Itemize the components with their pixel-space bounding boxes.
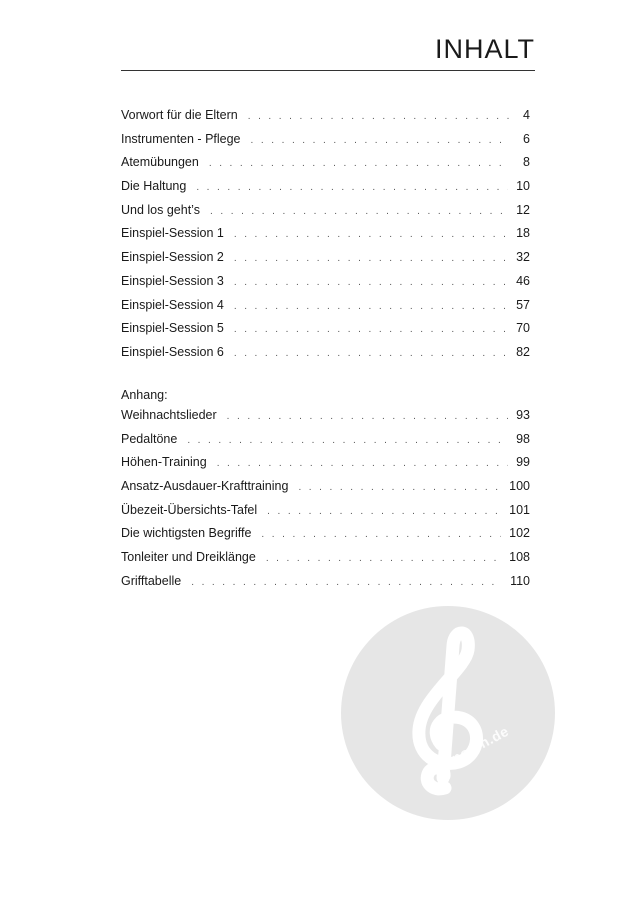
toc-entry-label: Grifftabelle bbox=[121, 573, 182, 588]
toc-entry-page: 100 bbox=[509, 479, 530, 494]
toc-entry[interactable] bbox=[121, 179, 530, 203]
toc-entry-page: 102 bbox=[509, 526, 530, 541]
toc-entry-label: Pedaltöne bbox=[121, 431, 178, 446]
table-of-contents bbox=[121, 108, 530, 369]
toc-entry-page: 93 bbox=[516, 408, 530, 422]
toc-entry-page: 32 bbox=[516, 250, 530, 265]
toc-entry-label: Einspiel-Session 6 bbox=[121, 344, 224, 359]
dot-leader bbox=[196, 182, 508, 193]
toc-entry-label: Atemübungen bbox=[121, 155, 199, 170]
toc-entry-page: 70 bbox=[516, 321, 530, 336]
toc-entry-page: 108 bbox=[509, 550, 530, 565]
toc-entry-label: Vorwort für die Eltern bbox=[121, 108, 238, 122]
dot-leader bbox=[234, 229, 508, 240]
toc-entry[interactable] bbox=[121, 526, 530, 550]
toc-entry[interactable] bbox=[121, 550, 530, 574]
toc-entry-page: 4 bbox=[523, 108, 530, 122]
toc-entry-label: Die wichtigsten Begriffe bbox=[121, 526, 252, 541]
toc-entry-page: 110 bbox=[510, 573, 530, 588]
toc-entry-page: 82 bbox=[516, 344, 530, 359]
toc-entry-page: 46 bbox=[516, 273, 530, 288]
toc-entry-page: 18 bbox=[516, 226, 530, 241]
dot-leader bbox=[267, 506, 501, 517]
dot-leader bbox=[210, 206, 508, 217]
toc-entry-label: Einspiel-Session 3 bbox=[121, 273, 224, 288]
toc-entry-label: Einspiel-Session 4 bbox=[121, 297, 224, 312]
dot-leader bbox=[209, 158, 510, 169]
toc-entry[interactable] bbox=[121, 274, 530, 298]
dot-leader bbox=[227, 411, 508, 422]
title-divider bbox=[121, 70, 535, 71]
dot-leader bbox=[251, 135, 510, 146]
toc-entry[interactable] bbox=[121, 250, 530, 274]
toc-entry[interactable] bbox=[121, 108, 530, 132]
toc-entry-label: Einspiel-Session 2 bbox=[121, 250, 224, 265]
toc-entry-page: 6 bbox=[523, 131, 530, 146]
dot-leader bbox=[234, 253, 508, 264]
dot-leader bbox=[234, 301, 508, 312]
dot-leader bbox=[298, 482, 501, 493]
toc-entry-label: Tonleiter und Dreiklänge bbox=[121, 550, 256, 565]
toc-entry-page: 99 bbox=[516, 455, 530, 470]
dot-leader bbox=[234, 277, 508, 288]
toc-entry-label: Und los geht’s bbox=[121, 202, 200, 217]
dot-leader bbox=[266, 553, 501, 564]
toc-entry[interactable] bbox=[121, 155, 530, 179]
page-title: INHALT bbox=[434, 34, 535, 64]
toc-entry[interactable] bbox=[121, 345, 530, 369]
toc-entry[interactable] bbox=[121, 574, 530, 598]
toc-entry-page: 101 bbox=[509, 502, 530, 517]
toc-entry-label: Instrumenten - Pflege bbox=[121, 131, 241, 146]
toc-entry-page: 12 bbox=[516, 202, 530, 217]
watermark-logo bbox=[341, 606, 555, 820]
appendix-heading: Anhang: bbox=[121, 388, 168, 402]
toc-entry-page: 57 bbox=[516, 297, 530, 312]
toc-entry[interactable] bbox=[121, 432, 530, 456]
dot-leader bbox=[217, 458, 508, 469]
toc-entry-label: Übezeit-Übersichts-Tafel bbox=[121, 502, 258, 517]
dot-leader bbox=[248, 111, 510, 122]
toc-entry[interactable] bbox=[121, 203, 530, 227]
toc-entry-page: 8 bbox=[523, 155, 530, 170]
dot-leader bbox=[234, 348, 508, 359]
appendix-contents bbox=[121, 383, 530, 598]
dot-leader bbox=[261, 529, 501, 540]
toc-entry[interactable] bbox=[121, 226, 530, 250]
toc-entry[interactable] bbox=[121, 321, 530, 345]
toc-entry-label: Einspiel-Session 5 bbox=[121, 321, 224, 336]
dot-leader bbox=[234, 324, 508, 335]
toc-entry-page: 10 bbox=[516, 179, 530, 194]
toc-entry[interactable] bbox=[121, 298, 530, 322]
toc-entry-label: Einspiel-Session 1 bbox=[121, 226, 224, 241]
toc-entry[interactable] bbox=[121, 455, 530, 479]
toc-entry-label: Weihnachtslieder bbox=[121, 408, 217, 422]
toc-entry[interactable] bbox=[121, 479, 530, 503]
toc-entry-label: Höhen-Training bbox=[121, 455, 207, 470]
dot-leader bbox=[187, 435, 508, 446]
toc-entry[interactable] bbox=[121, 132, 530, 156]
toc-entry-label: Ansatz-Ausdauer-Krafttraining bbox=[121, 479, 289, 494]
toc-entry[interactable] bbox=[121, 503, 530, 527]
toc-entry-label: Die Haltung bbox=[121, 179, 187, 194]
dot-leader bbox=[191, 577, 502, 588]
toc-entry-page: 98 bbox=[516, 431, 530, 446]
watermark-text: alle-noten.de bbox=[421, 722, 512, 781]
toc-entry[interactable] bbox=[121, 408, 530, 432]
